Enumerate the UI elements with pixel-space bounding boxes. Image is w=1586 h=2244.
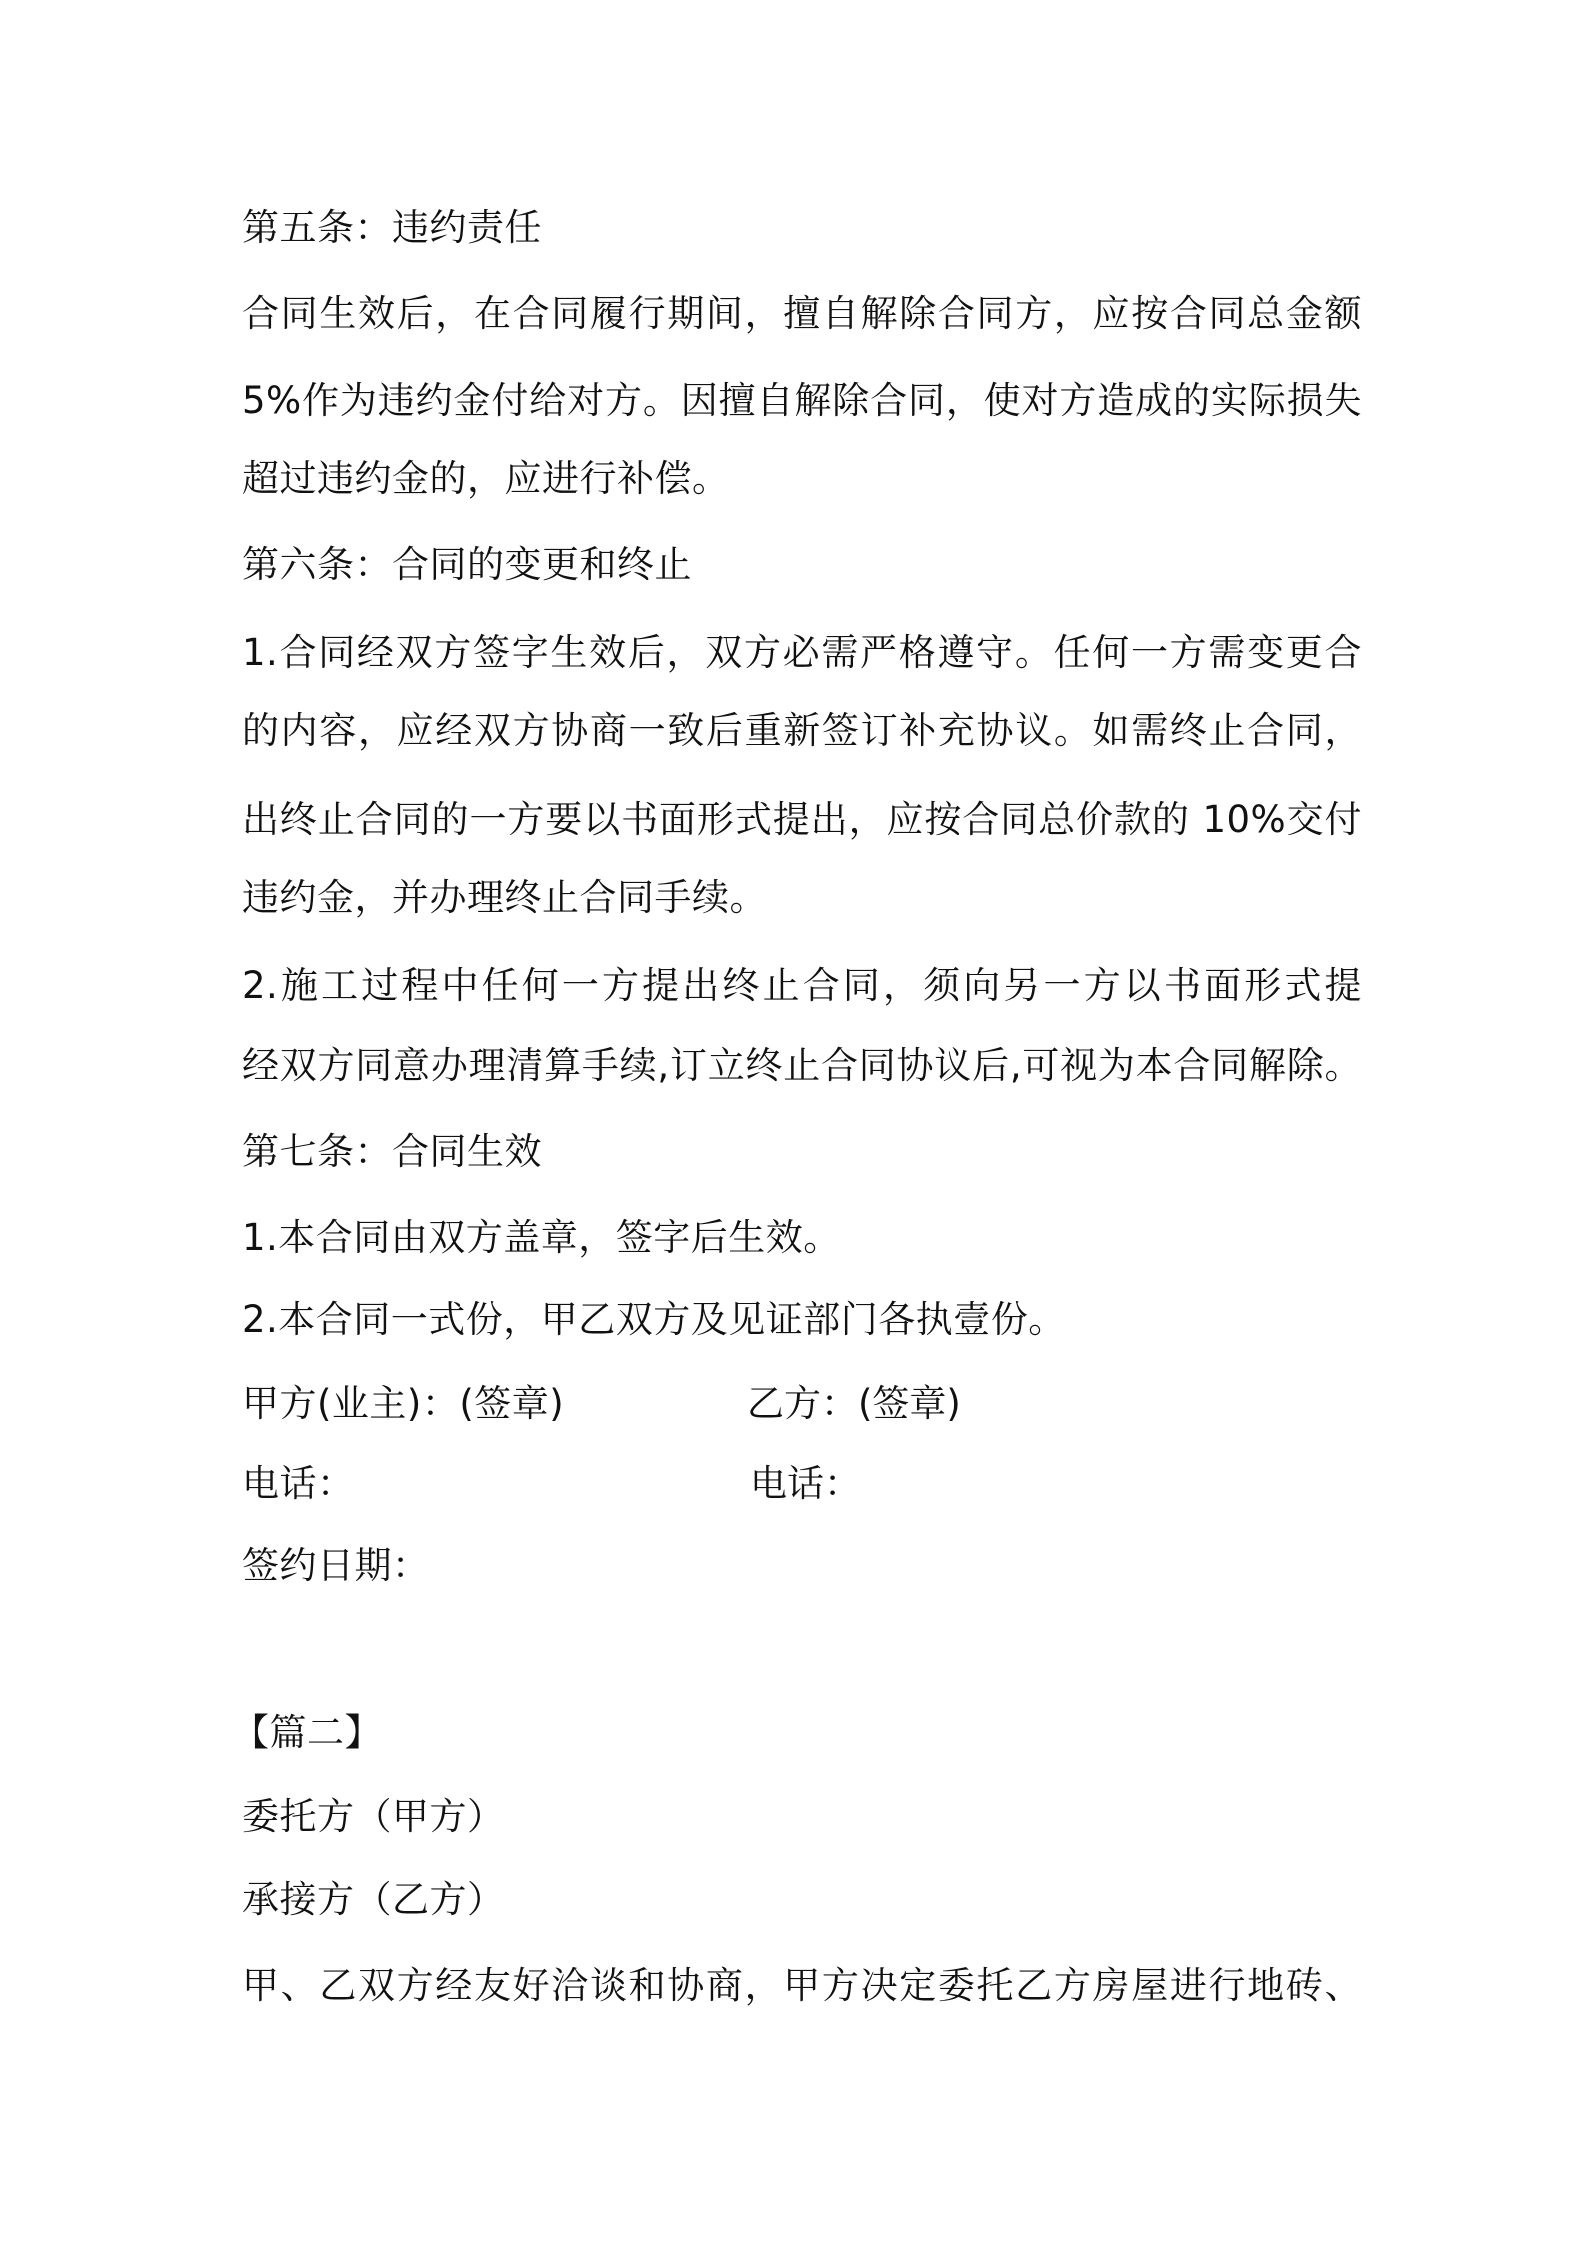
phone-party-b: 电话：	[750, 1462, 861, 1505]
contractor-party: 承接方（乙方）	[242, 1878, 505, 1921]
article-7-para-1: 1.本合同由双方盖章，签字后生效。	[242, 1216, 841, 1259]
intro-line-1: 甲、乙双方经友好洽谈和协商，甲方决定委托乙方房屋进行地砖、	[242, 1964, 1362, 2007]
article-5-line-3: 超过违约金的，应进行补偿。	[242, 457, 730, 500]
article-6-para-2-line-1: 2.施工过程中任何一方提出终止合同，须向另一方以书面形式提	[242, 964, 1362, 1007]
article-6-heading: 第六条：合同的变更和终止	[242, 543, 692, 586]
signature-party-b: 乙方：(签章)	[747, 1382, 961, 1425]
article-6-para-2-line-2: 经双方同意办理清算手续,订立终止合同协议后,可视为本合同解除。	[242, 1044, 1362, 1087]
phone-party-a: 电话：	[242, 1462, 355, 1505]
article-5-line-1: 合同生效后，在合同履行期间，擅自解除合同方，应按合同总金额	[242, 292, 1362, 335]
article-6-para-1-line-1: 1.合同经双方签字生效后，双方必需严格遵守。任何一方需变更合	[242, 631, 1362, 674]
article-5-line-2: 5%作为违约金付给对方。因擅自解除合同，使对方造成的实际损失	[242, 379, 1362, 422]
signing-date: 签约日期：	[242, 1544, 430, 1587]
article-7-para-2: 2.本合同一式份，甲乙双方及见证部门各执壹份。	[242, 1298, 1066, 1341]
article-6-para-1-line-4: 违约金，并办理终止合同手续。	[242, 876, 767, 919]
signature-party-a: 甲方(业主)：(签章)	[242, 1382, 565, 1425]
article-6-para-1-line-3: 出终止合同的一方要以书面形式提出，应按合同总价款的 10%交付	[242, 798, 1362, 841]
article-7-heading: 第七条：合同生效	[242, 1130, 542, 1173]
client-party: 委托方（甲方）	[242, 1795, 505, 1838]
article-5-heading: 第五条：违约责任	[242, 206, 542, 249]
article-6-para-1-line-2: 的内容，应经双方协商一致后重新签订补充协议。如需终止合同，	[242, 709, 1362, 752]
section-2-title: 【篇二】	[232, 1711, 382, 1754]
